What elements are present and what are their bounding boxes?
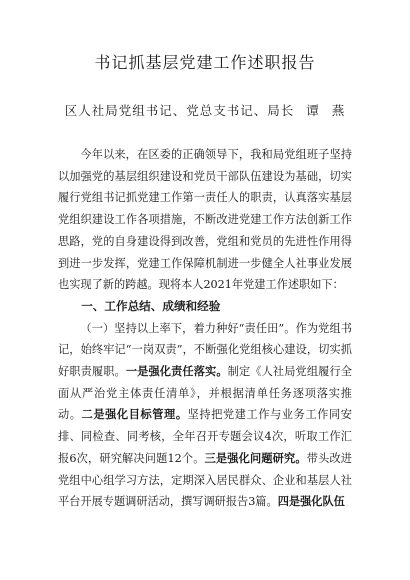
paragraph-text: 带头改进党组中心组学习方法，定期深入居民群众、企业和基层人社平台开展专题调研活动，撰写调研报告3篇。 <box>58 451 352 509</box>
bold-point: 四是强化队伍 <box>277 494 345 509</box>
paragraph-text: （一）坚持以上率下，着力种好“责任田”。作为党组书记，始终牢记“一岗双责”，不断强化党组核心建设，切实抓好职责履职。 <box>58 321 352 379</box>
section-heading: 一、工作总结、成绩和经验 <box>81 298 221 313</box>
body-paragraph <box>58 318 352 513</box>
bold-point: 一是强化责任落实。 <box>125 364 228 379</box>
intro-paragraph: 今年以来，在区委的正确领导下，我和局党组班子坚持以加强党的基层组织建设和党员干部队伍建设为基础，切实履行党组书记抓党建工作第一责任人的职责，认真落实基层党组织建设工作各项措施，不断改进党建工作方法创新工作思路，党的自身建设得到改善，党组和党员的先进性作用得到进一步发挥，党建工作保障机制进一步健全人社事业发展也实现了新的跨越。现将本人2021年党建工作述职如下： <box>58 148 352 292</box>
paragraph-text: 制定《人社局党组履行全面从严治党主体责任清单》，并根据清单任务逐项落实推动。 <box>58 365 352 422</box>
author-given-name: 燕 <box>331 103 346 118</box>
bold-point: 三是强化问题研究。 <box>204 450 307 465</box>
document-body <box>58 144 352 513</box>
author-surname: 谭 <box>306 103 320 118</box>
author-position: 区人社局党组书记、党总支书记、局长 <box>64 103 295 118</box>
author-line <box>58 102 352 120</box>
bold-point: 二是强化目标管理。 <box>81 407 188 422</box>
paragraph-text: 坚持把党建工作与业务工作同安排、同检查、同考核，全年召开专题会议4次，听取工作汇报6次，研究解决问题12个。 <box>58 408 352 465</box>
document-title: 书记抓基层党建工作述职报告 <box>94 53 316 72</box>
